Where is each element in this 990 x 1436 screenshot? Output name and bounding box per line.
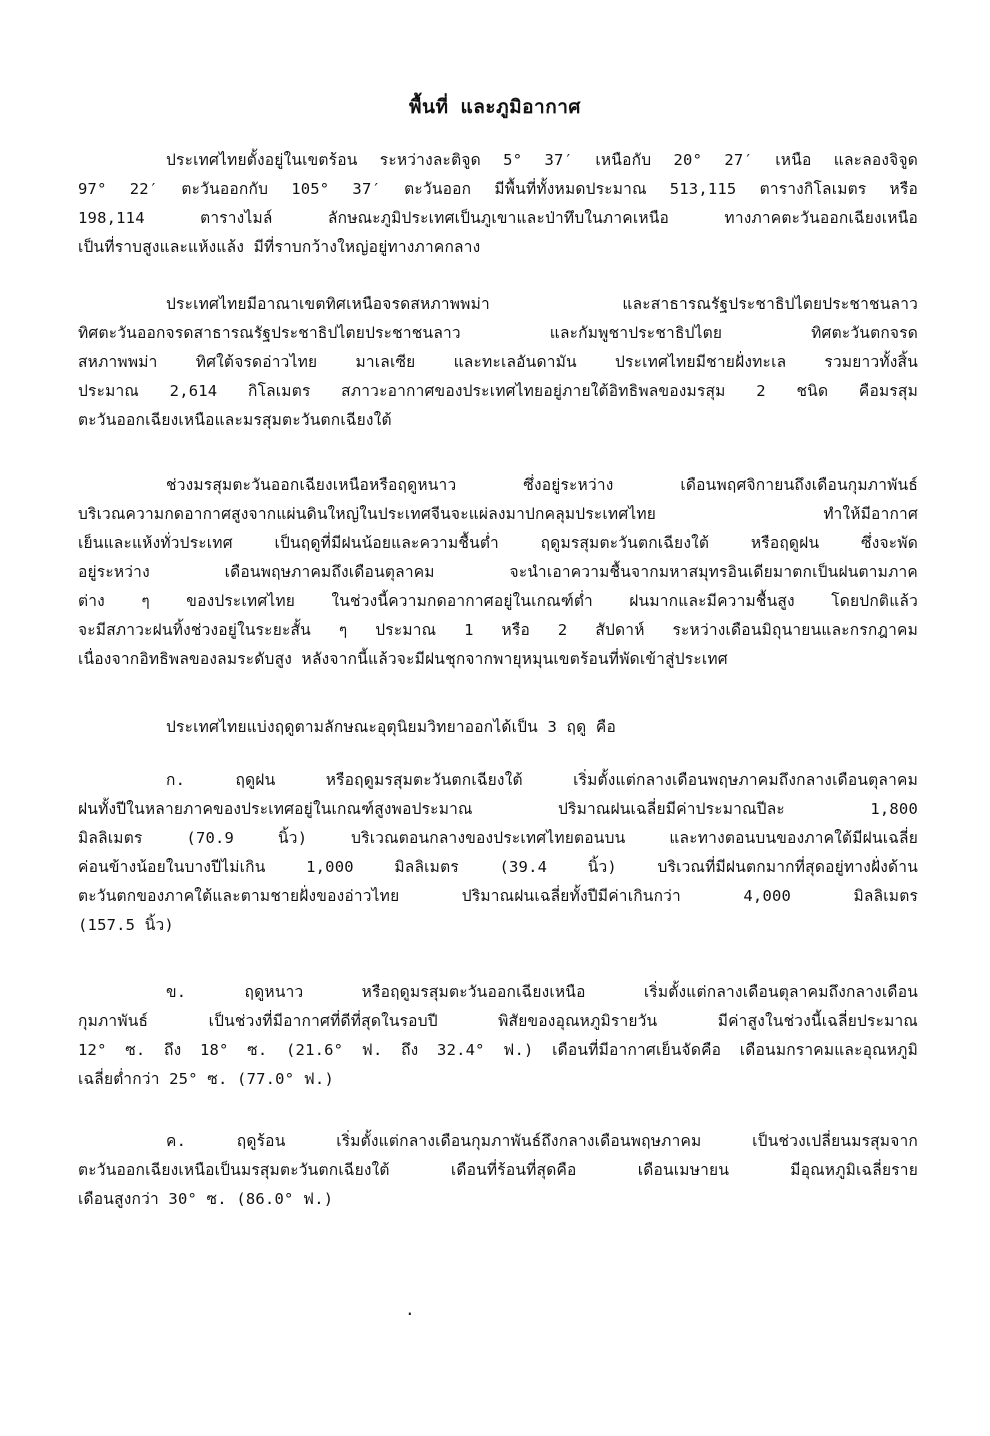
- paragraph-line: 97° 22′ ตะวันออกกับ 105° 37′ ตะวันออก มีพื้นที่ทั้งหมดประมาณ 513,115 ตารางกิโลเมตร หรือ: [78, 180, 918, 198]
- paragraph-cool-season: [78, 978, 918, 1094]
- paragraph-borders: [78, 290, 918, 435]
- paragraph-line: กุมภาพันธ์ เป็นช่วงที่มีอากาศที่ดีที่สุดในรอบปี พิสัยของอุณหภูมิรายวัน มีค่าสูงในช่วงนี้เฉลี่ยประมาณ: [78, 1012, 918, 1030]
- paragraph-line: เฉลี่ยต่ำกว่า 25° ซ. (77.0° ฟ.): [78, 1070, 335, 1088]
- paragraph-rainy-season: [78, 766, 918, 940]
- paragraph-line: ทิศตะวันออกจรดสาธารณรัฐประชาธิปไตยประชาชนลาว และกัมพูชาประชาธิปไตย ทิศตะวันตกจรด: [78, 324, 918, 342]
- paragraph-line: ประเทศไทยมีอาณาเขตทิศเหนือจรดสหภาพพม่า และสาธารณรัฐประชาธิปไตยประชาชนลาว: [166, 295, 918, 313]
- page-mark: .: [405, 1300, 415, 1319]
- paragraph-line: มิลลิเมตร (70.9 นิ้ว) บริเวณตอนกลางของประเทศไทยตอนบน และทางตอนบนของภาคใต้มีฝนเฉลี่ย: [78, 829, 918, 847]
- paragraph-line: ต่าง ๆ ของประเทศไทย ในช่วงนี้ความกดอากาศอยู่ในเกณฑ์ต่ำ ฝนมากและมีความชื้นสูง โดยปกติแล้ว: [78, 592, 918, 610]
- paragraph-line: บริเวณความกดอากาศสูงจากแผ่นดินใหญ่ในประเทศจีนจะแผ่ลงมาปกคลุมประเทศไทย ทำให้มีอากาศ: [78, 505, 918, 523]
- paragraph-line: อยู่ระหว่าง เดือนพฤษภาคมถึงเดือนตุลาคม จะนำเอาความชื้นจากมหาสมุทรอินเดียมาตกเป็นฝนตามภาค: [78, 563, 918, 581]
- paragraph-line: ฝนทั้งปีในหลายภาคของประเทศอยู่ในเกณฑ์สูงพอประมาณ ปริมาณฝนเฉลี่ยมีค่าประมาณปีละ 1,800: [78, 800, 918, 818]
- paragraph-line: ประมาณ 2,614 กิโลเมตร สภาวะอากาศของประเทศไทยอยู่ภายใต้อิทธิพลของมรสุม 2 ชนิด คือมรสุม: [78, 382, 918, 400]
- paragraph-line: ตะวันออกเฉียงเหนือเป็นมรสุมตะวันตกเฉียงใต้ เดือนที่ร้อนที่สุดคือ เดือนเมษายน มีอุณหภูมิเฉลี่ยราย: [78, 1161, 918, 1179]
- paragraph-line: 198,114 ตารางไมล์ ลักษณะภูมิประเทศเป็นภูเขาและป่าทึบในภาคเหนือ ทางภาคตะวันออกเฉียงเหนือ: [78, 209, 918, 227]
- paragraph-line: ก. ฤดูฝน หรือฤดูมรสุมตะวันตกเฉียงใต้ เริ่มตั้งแต่กลางเดือนพฤษภาคมถึงกลางเดือนตุลาคม: [166, 771, 918, 789]
- paragraph-monsoons: [78, 471, 918, 674]
- paragraph-line: ประเทศไทยตั้งอยู่ในเขตร้อน ระหว่างละติจูด 5° 37′ เหนือกับ 20° 27′ เหนือ และลองจิจูด: [166, 151, 918, 169]
- paragraph-line: จะมีสภาวะฝนทิ้งช่วงอยู่ในระยะสั้น ๆ ประมาณ 1 หรือ 2 สัปดาห์ ระหว่างเดือนมิถุนายนและกรกฎาคม: [78, 621, 918, 639]
- paragraph-line: เดือนสูงกว่า 30° ซ. (86.0° ฟ.): [78, 1190, 334, 1208]
- paragraph-line: สหภาพพม่า ทิศใต้จรดอ่าวไทย มาเลเซีย และทะเลอันดามัน ประเทศไทยมีชายฝั่งทะเล รวมยาวทั้งสิ้น: [78, 353, 918, 371]
- paragraph-line: 12° ซ. ถึง 18° ซ. (21.6° ฟ. ถึง 32.4° ฟ.) เดือนที่มีอากาศเย็นจัดคือ เดือนมกราคมและอุณหภูมิ: [78, 1041, 918, 1059]
- paragraph-line: ตะวันตกของภาคใต้และตามชายฝั่งของอ่าวไทย ปริมาณฝนเฉลี่ยทั้งปีมีค่าเกินกว่า 4,000 มิลลิเมตร: [78, 887, 918, 905]
- paragraph-line: เป็นที่ราบสูงและแห้งแล้ง มีที่ราบกว้างใหญ่อยู่ทางภาคกลาง: [78, 238, 481, 256]
- paragraph-line: ข. ฤดูหนาว หรือฤดูมรสุมตะวันออกเฉียงเหนือ เริ่มตั้งแต่กลางเดือนตุลาคมถึงกลางเดือน: [166, 983, 918, 1001]
- paragraph-line: ตะวันออกเฉียงเหนือและมรสุมตะวันตกเฉียงใต้: [78, 411, 392, 429]
- page-title: พื้นที่ และภูมิอากาศ: [409, 96, 581, 118]
- paragraph-line: เย็นและแห้งทั่วประเทศ เป็นฤดูที่มีฝนน้อยและความชื้นต่ำ ฤดูมรสุมตะวันตกเฉียงใต้ หรือฤดูฝน ซึ่งจะพัด: [78, 534, 918, 552]
- paragraph-line: ประเทศไทยแบ่งฤดูตามลักษณะอุตุนิยมวิทยาออกได้เป็น 3 ฤดู คือ: [166, 718, 617, 736]
- paragraph-area-location: [78, 146, 918, 262]
- paragraph-line: ช่วงมรสุมตะวันออกเฉียงเหนือหรือฤดูหนาว ซึ่งอยู่ระหว่าง เดือนพฤศจิกายนถึงเดือนกุมภาพันธ์: [166, 476, 918, 494]
- paragraph-line: ค่อนข้างน้อยในบางปีไม่เกิน 1,000 มิลลิเมตร (39.4 นิ้ว) บริเวณที่มีฝนตกมากที่สุดอยู่ทางฝั่งด้าน: [78, 858, 918, 876]
- paragraph-line: (157.5 นิ้ว): [78, 916, 174, 934]
- paragraph-line: เนื่องจากอิทธิพลของลมระดับสูง หลังจากนี้แล้วจะมีฝนชุกจากพายุหมุนเขตร้อนที่พัดเข้าสู่ประเทศ: [78, 650, 728, 668]
- paragraph-seasons-intro: [78, 713, 918, 742]
- paragraph-hot-season: [78, 1127, 918, 1214]
- paragraph-line: ค. ฤดูร้อน เริ่มตั้งแต่กลางเดือนกุมภาพันธ์ถึงกลางเดือนพฤษภาคม เป็นช่วงเปลี่ยนมรสุมจาก: [166, 1132, 918, 1150]
